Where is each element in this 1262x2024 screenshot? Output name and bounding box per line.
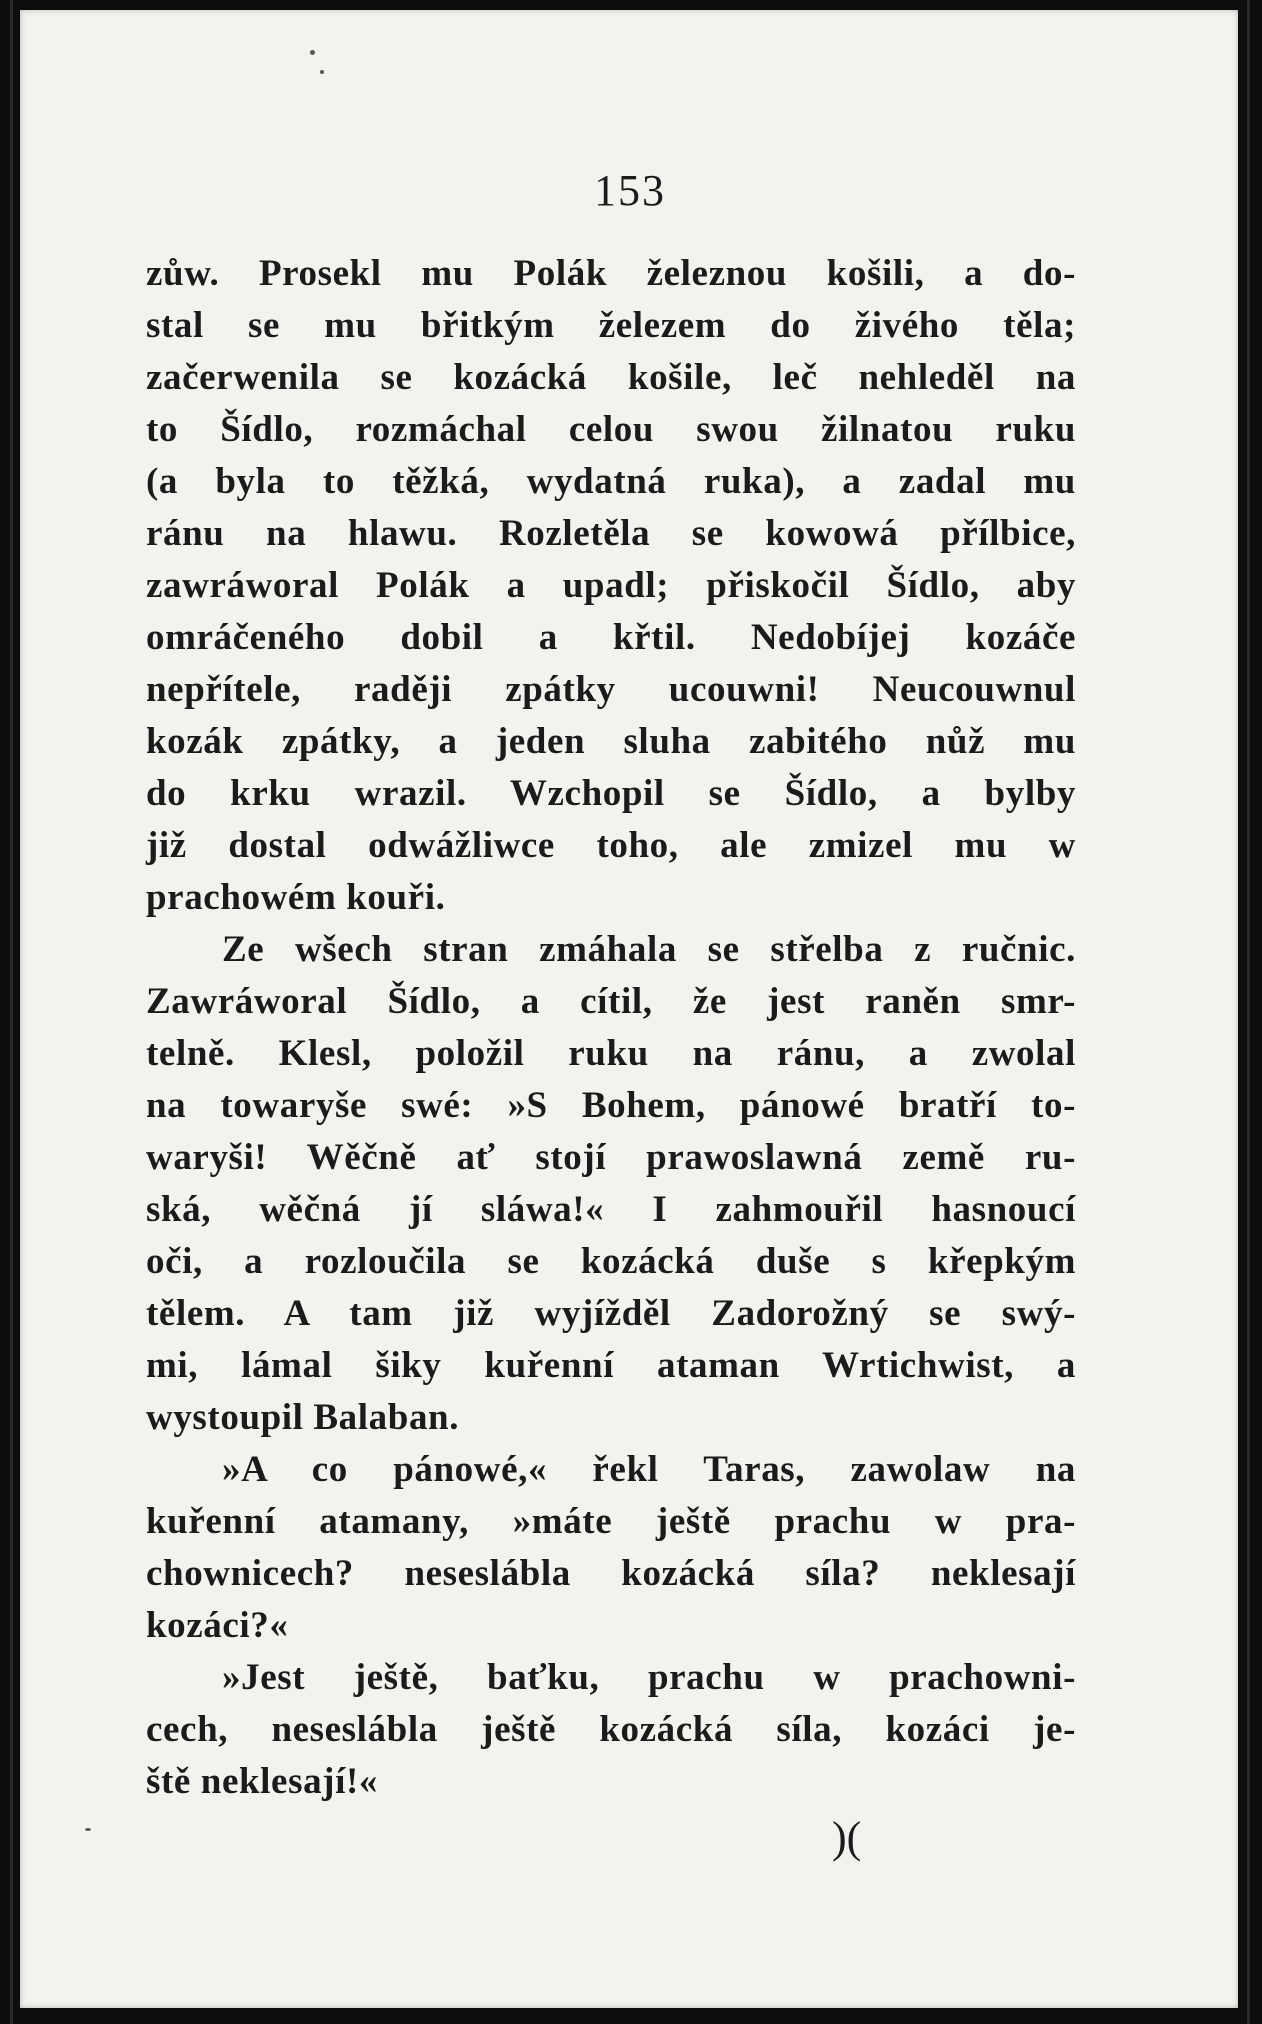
text-line: »A co pánowé,« řekl Taras, zawolaw na bbox=[222, 1449, 1076, 1490]
text-line: »Jest ještě, baťku, prachu w prachowni- bbox=[222, 1657, 1076, 1698]
text-line: kuřenní atamany, »máte ještě prachu w pra- bbox=[146, 1501, 1076, 1542]
text-line: kozák zpátky, a jeden sluha zabitého nůž mu bbox=[146, 721, 1076, 762]
text-line: cech, neseslábla ještě kozácká síla, kozáci je- bbox=[146, 1709, 1076, 1750]
text-line: ská, wěčná jí sláwa!« I zahmouřil hasnoucí bbox=[146, 1189, 1076, 1230]
text-line: wystoupil Balaban. bbox=[146, 1397, 460, 1438]
ink-speck bbox=[320, 70, 324, 74]
text-line: zůw. Prosekl mu Polák železnou košili, a do- bbox=[146, 253, 1076, 294]
text-line: na towaryše swé: »S Bohem, pánowé bratří to- bbox=[146, 1085, 1076, 1126]
text-line: prachowém kouři. bbox=[146, 877, 446, 918]
text-line: Ze wšech stran zmáhala se střelba z ručnic. bbox=[222, 929, 1076, 970]
end-mark: )( bbox=[832, 1813, 862, 1862]
right-edge-line bbox=[1247, 0, 1250, 2024]
text-line: do krku wrazil. Wzchopil se Šídlo, a bylby bbox=[146, 773, 1076, 814]
page-number: 153 bbox=[594, 166, 666, 215]
left-edge-line bbox=[10, 0, 13, 2024]
text-line: začerwenila se kozácká košile, leč nehleděl na bbox=[146, 357, 1076, 398]
text-line: mi, lámal šiky kuřenní ataman Wrtichwist, a bbox=[146, 1345, 1076, 1386]
text-line: chownicech? neseslábla kozácká síla? neklesají bbox=[146, 1553, 1076, 1594]
text-line: omráčeného dobil a křtil. Nedobíjej kozáče bbox=[146, 617, 1076, 658]
text-line: nepřítele, raději zpátky ucouwni! Neucouwnul bbox=[146, 669, 1076, 710]
text-line: telně. Klesl, položil ruku na ránu, a zwolal bbox=[146, 1033, 1076, 1074]
ink-speck bbox=[310, 50, 315, 55]
text-line: již dostal odwážliwce toho, ale zmizel mu w bbox=[146, 825, 1076, 866]
text-line: (a byla to těžká, wydatná ruka), a zadal mu bbox=[146, 461, 1076, 502]
text-line: tělem. A tam již wyjížděl Zadorožný se swý- bbox=[146, 1293, 1076, 1334]
book-page bbox=[20, 10, 1238, 2008]
body-text bbox=[146, 248, 1076, 1808]
ink-speck bbox=[85, 1828, 91, 1831]
text-line: to Šídlo, rozmáchal celou swou žilnatou ruku bbox=[146, 409, 1076, 450]
text-line: waryši! Wěčně ať stojí prawoslawná země ru- bbox=[146, 1137, 1076, 1178]
text-line: kozáci?« bbox=[146, 1605, 289, 1646]
text-line: Zawráworal Šídlo, a cítil, že jest raněn smr- bbox=[146, 981, 1076, 1022]
text-line: ránu na hlawu. Rozletěla se kowowá přílbice, bbox=[146, 513, 1076, 554]
text-line: oči, a rozloučila se kozácká duše s křepkým bbox=[146, 1241, 1076, 1282]
text-line: stal se mu břitkým železem do živého těla; bbox=[146, 305, 1076, 346]
text-line: ště neklesají!« bbox=[146, 1761, 378, 1802]
text-line: zawráworal Polák a upadl; přiskočil Šídlo, aby bbox=[146, 565, 1076, 606]
